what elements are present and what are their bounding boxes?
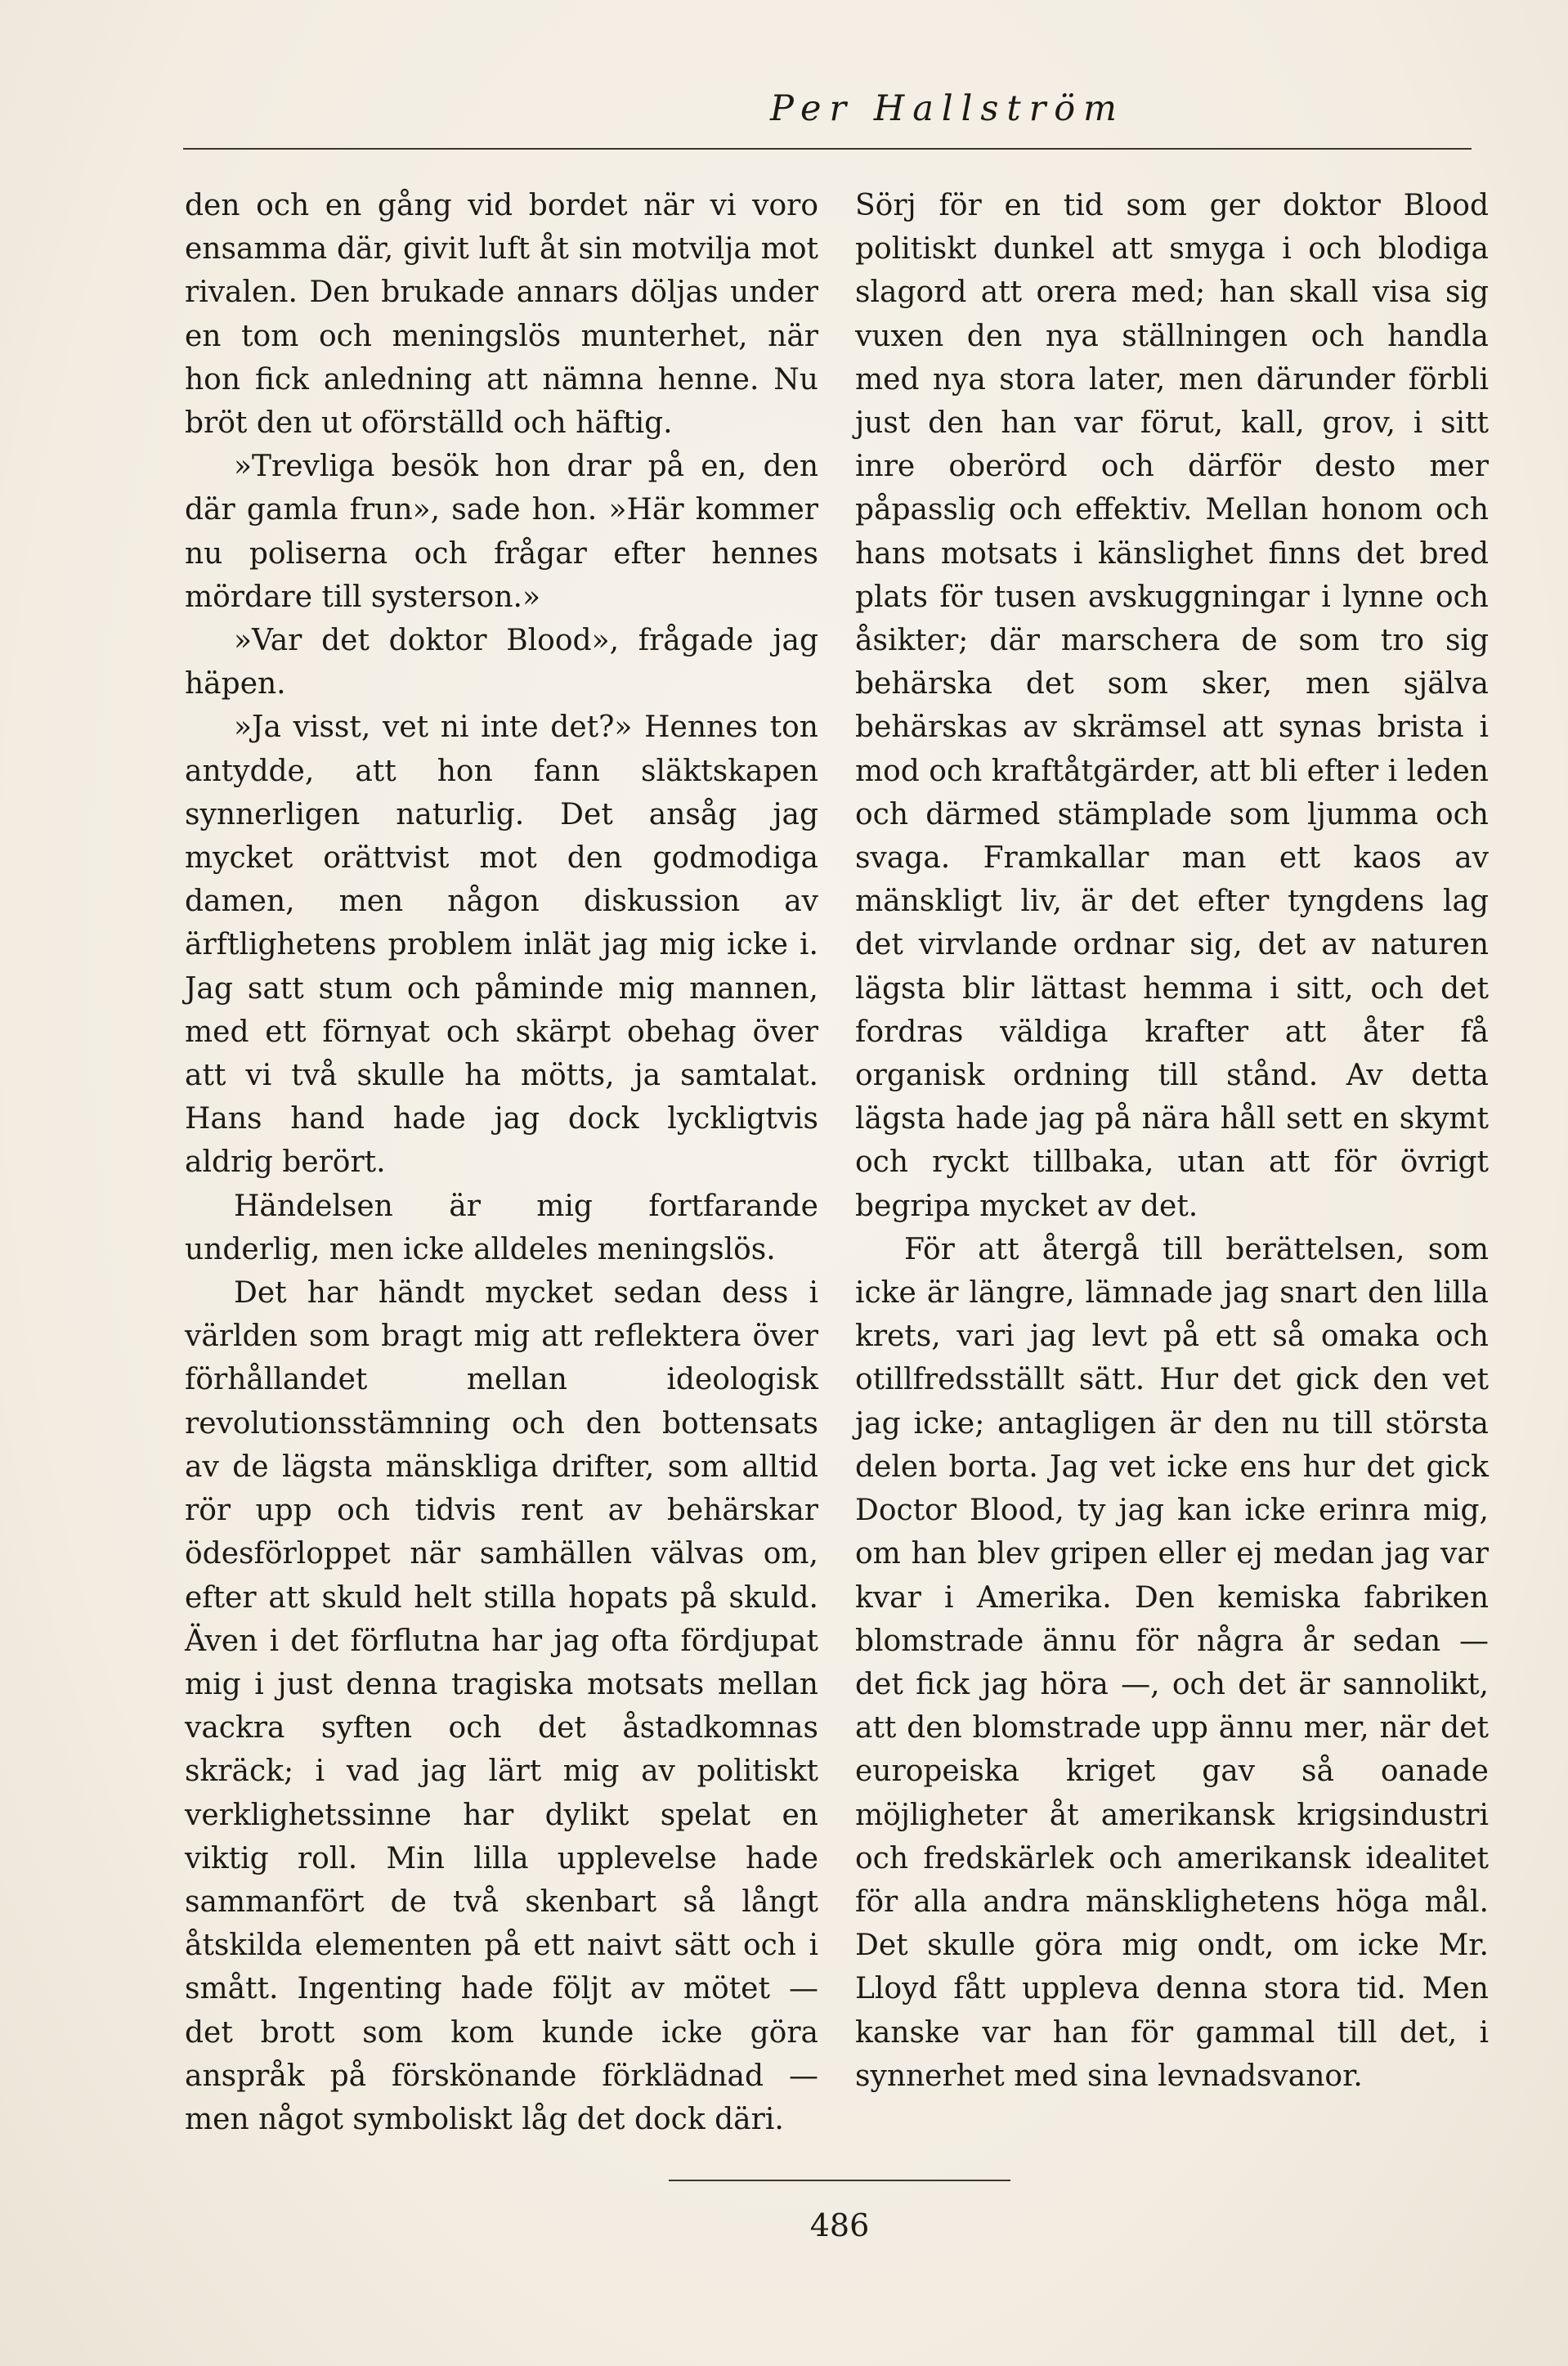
left-column — [185, 184, 818, 2141]
paragraph: den och en gång vid bordet när vi voro ensamma där, givit luft åt sin motvilja mot rivalen. Den brukade annars döljas under en tom och meningslös munterhet, när hon fick anledning att nämna henne. Nu bröt den ut oförställd och häftig. — [185, 189, 818, 441]
paragraph: Det har händt mycket sedan dess i världen som bragt mig att reflektera över förhållandet mellan ideologisk revolutionsstämning och den bottensats av de lägsta mänskliga drifter, som alltid rör upp och tidvis rent av behärskar ödesförloppet när samhällen välvas om, efter att skuld helt stilla hopats på skuld. Även i det förflutna har jag ofta fördjupat mig i just denna tragiska motsats mellan vackra syften och det åstadkomnas skräck; i vad jag lärt mig av politiskt verklighetssinne har dylikt spelat en viktig roll. Min lilla upplevelse hade sammanfört de två skenbart så långt åtskilda elementen på ett naivt sätt och i smått. Ingenting hade följt av mötet — det brott som kom kunde icke göra anspråk på förskönande förklädnad — men något symboliskt låg det dock däri. — [185, 1276, 818, 2136]
page-number: 486 — [809, 2207, 870, 2243]
running-head: Per Hallström — [770, 88, 1125, 129]
paragraph: Sörj för en tid som ger doktor Blood politiskt dunkel att smyga i och blodiga slagord att orera med; han skall visa sig vuxen den nya ställningen och handla med nya stora later, men därunder förbli just den han var förut, kall, grov, i sitt inre oberörd och därför desto mer påpasslig och effektiv. Mellan honom och hans motsats i känslighet finns det bred plats för tusen avskuggningar i lynne och åsikter; där marschera de som tro sig behärska det som sker, men själva behärskas av skrämsel att synas brista i mod och kraftåtgärder, att bli efter i leden och därmed stämplade som ljumma och svaga. Framkallar man ett kaos av mänskligt liv, är det efter tyngdens lag det virvlande ordnar sig, det av naturen lägsta blir lättast hemma i sitt, och det fordras väldiga krafter att åter få organisk ordning till stånd. Av detta lägsta hade jag på nära håll sett en skymt och ryckt tillbaka, utan att för övrigt begripa mycket av det. — [855, 189, 1489, 1223]
footer-rule — [669, 2180, 1010, 2181]
paragraph: »Var det doktor Blood», frågade jag häpen. — [185, 624, 818, 701]
paragraph: Händelsen är mig fortfarande underlig, men icke alldeles meningslös. — [185, 1189, 818, 1266]
paragraph: »Ja visst, vet ni inte det?» Hennes ton antydde, att hon fann släktskapen synnerligen naturlig. Det ansåg jag mycket orättvist mot den godmodiga damen, men någon diskussion av ärftlighetens problem inlät jag mig icke i. Jag satt stum och påminde mig mannen, med ett förnyat och skärpt obehag över att vi två skulle ha mötts, ja samtalat. Hans hand hade jag dock lyckligtvis aldrig berört. — [185, 710, 818, 1180]
paragraph: För att återgå till berättelsen, som icke är längre, lämnade jag snart den lilla krets, vari jag levt på ett så omaka och otillfredsställt sätt. Hur det gick den vet jag icke; antagligen är den nu till största delen borta. Jag vet icke ens hur det gick Doctor Blood, ty jag kan icke erinra mig, om han blev gripen eller ej medan jag var kvar i Amerika. Den kemiska fabriken blomstrade ännu för några år sedan — det fick jag höra —, och det är sannolikt, att den blomstrade upp ännu mer, när det europeiska kriget gav så oanade möjligheter åt amerikansk krigsindustri och fredskärlek och amerikansk idealitet för alla andra mänsklighetens höga mål. Det skulle göra mig ondt, om icke Mr. Lloyd fått uppleva denna stora tid. Men kanske var han för gammal till det, i synnerhet med sina levnadsvanor. — [855, 1232, 1489, 2093]
right-column — [855, 184, 1489, 2098]
header-rule — [183, 148, 1472, 150]
paragraph: »Trevliga besök hon drar på en, den där gamla frun», sade hon. »Här kommer nu poliserna och frågar efter hennes mördare till systerson.» — [185, 450, 818, 614]
